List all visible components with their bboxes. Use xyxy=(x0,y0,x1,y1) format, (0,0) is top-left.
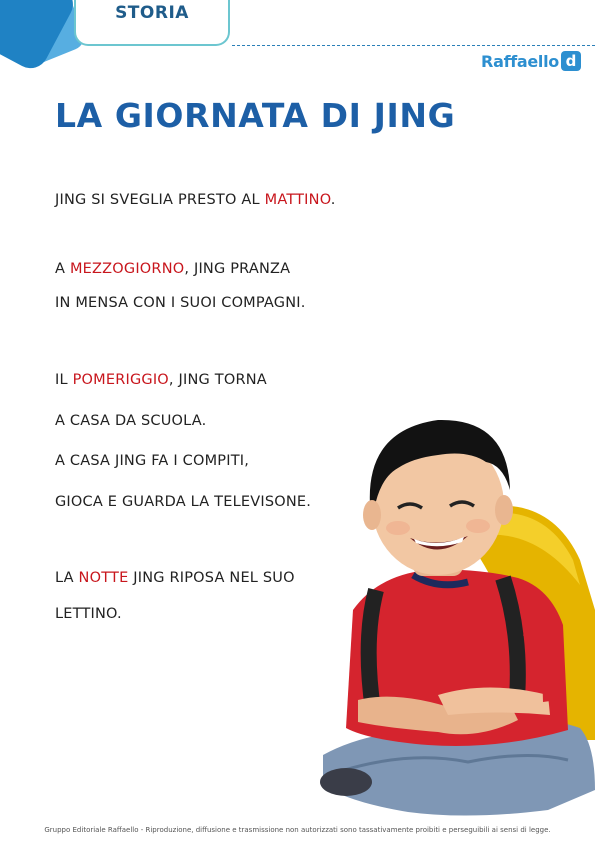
story-line: IN MENSA CON I SUOI COMPAGNI. xyxy=(55,295,306,311)
copyright-footer: Gruppo Editoriale Raffaello - Riproduzione, diffusione e trasmissione non autorizzati sono tassativamente proibiti e perseguibili ai sensi di legge. xyxy=(44,826,551,834)
story-line: IL POMERIGGIO, JING TORNA xyxy=(55,372,267,388)
time-of-day-word: POMERIGGIO xyxy=(72,372,169,388)
publisher-logo xyxy=(481,50,581,72)
logo-text: Raffaello xyxy=(481,51,559,71)
section-tab xyxy=(74,0,230,46)
story-line: LETTINO. xyxy=(55,606,122,622)
page-title: LA GIORNATA DI JING xyxy=(55,96,456,135)
time-of-day-word: NOTTE xyxy=(78,570,129,586)
story-line: A CASA JING FA I COMPITI, xyxy=(55,453,250,469)
time-of-day-word: MEZZOGIORNO xyxy=(69,261,185,277)
story-line: GIOCA E GUARDA LA TELEVISONE. xyxy=(55,494,312,510)
time-of-day-word: MATTINO xyxy=(264,192,331,208)
story-line: JING SI SVEGLIA PRESTO AL MATTINO. xyxy=(55,192,336,208)
dashed-divider xyxy=(232,45,595,46)
story-line: LA NOTTE JING RIPOSA NEL SUO xyxy=(55,570,295,586)
story-line: A CASA DA SCUOLA. xyxy=(55,413,207,429)
story-line: A MEZZOGIORNO, JING PRANZA xyxy=(55,261,291,277)
logo-mark: d xyxy=(561,51,581,71)
section-label: STORIA xyxy=(115,3,189,23)
child-photo xyxy=(318,410,595,830)
